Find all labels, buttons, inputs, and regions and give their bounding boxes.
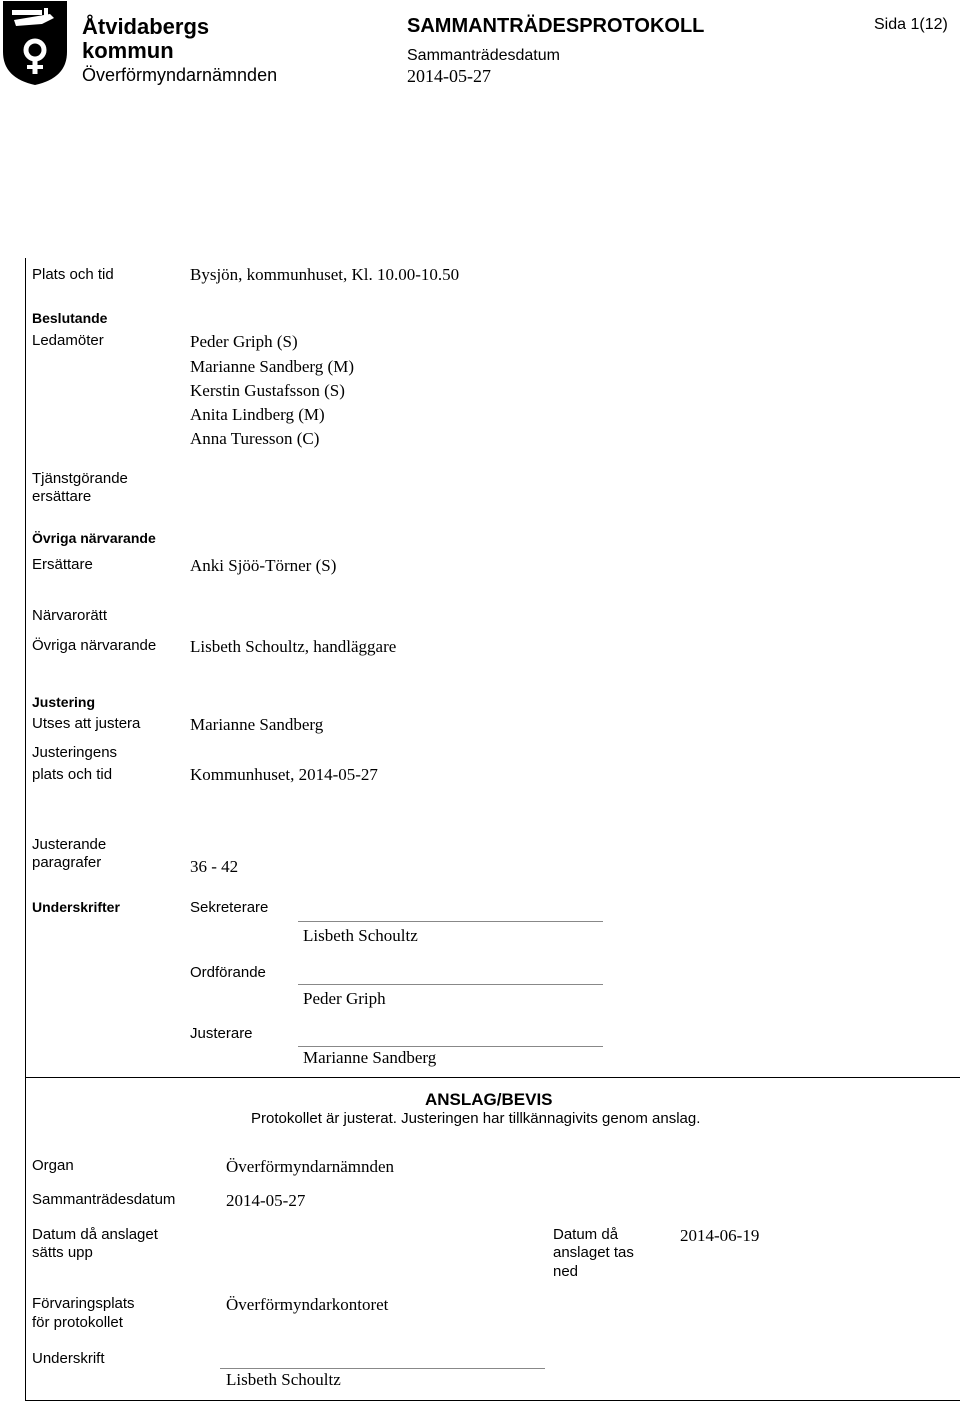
chair-name: Peder Griph <box>303 989 386 1008</box>
posted-label-line2: sätts upp <box>32 1244 93 1261</box>
notice-title: ANSLAG/BEVIS <box>425 1090 553 1109</box>
form-left-border <box>25 258 26 1401</box>
place-time-value: Bysjön, kommunhuset, Kl. 10.00-10.50 <box>190 265 460 284</box>
notice-signature-name: Lisbeth Schoultz <box>226 1370 341 1389</box>
paragraphs-value: 36 - 42 <box>190 857 239 876</box>
org-name-line2: kommun <box>82 38 174 63</box>
member-2: Marianne Sandberg (M) <box>190 357 354 376</box>
notice-top-border <box>25 1077 960 1078</box>
substitutes-value: Anki Sjöö-Törner (S) <box>190 556 337 575</box>
chair-label: Ordförande <box>190 964 266 981</box>
document-title: SAMMANTRÄDESPROTOKOLL <box>407 15 705 37</box>
notice-date-value: 2014-05-27 <box>226 1191 306 1210</box>
member-4: Anita Lindberg (M) <box>190 405 325 424</box>
appointed-label: Utses att justera <box>32 715 141 732</box>
member-3: Kerstin Gustafsson (S) <box>190 381 345 400</box>
others-present-heading: Övriga närvarande <box>32 530 156 546</box>
right-to-attend-label: Närvarorätt <box>32 607 108 624</box>
removed-label-line2: anslaget tas <box>553 1244 634 1261</box>
adjustment-place-label-line2: plats och tid <box>32 766 113 783</box>
adjuster-name: Marianne Sandberg <box>303 1048 437 1067</box>
member-5: Anna Turesson (C) <box>190 429 320 448</box>
organ-value: Överförmyndarnämnden <box>226 1157 395 1176</box>
storage-value: Överförmyndarkontoret <box>226 1295 389 1314</box>
removed-date-value: 2014-06-19 <box>680 1226 760 1245</box>
organ-label: Organ <box>32 1157 74 1174</box>
meeting-date: 2014-05-27 <box>407 66 491 86</box>
secretary-name: Lisbeth Schoultz <box>303 926 418 945</box>
storage-label-line1: Förvaringsplats <box>32 1295 135 1312</box>
org-name-line1: Åtvidabergs <box>82 14 210 39</box>
signatures-heading: Underskrifter <box>32 899 120 915</box>
department-name: Överförmyndarnämnden <box>82 65 278 85</box>
chair-signature-line <box>298 984 603 985</box>
serving-substitutes-label-line2: ersättare <box>32 488 92 505</box>
page-number: Sida 1(12) <box>874 16 948 33</box>
serving-substitutes-label-line1: Tjänstgörande <box>32 470 128 487</box>
adjuster-label: Justerare <box>190 1025 253 1042</box>
removed-label-line3: ned <box>553 1263 579 1280</box>
place-time-label: Plats och tid <box>32 266 114 283</box>
notice-subtitle: Protokollet är justerat. Justeringen har tillkännagivits genom anslag. <box>251 1110 701 1127</box>
substitutes-label: Ersättare <box>32 556 93 573</box>
paragraphs-label-line2: paragrafer <box>32 854 102 871</box>
decision-makers-heading: Beslutande <box>32 310 108 326</box>
other-present-value: Lisbeth Schoultz, handläggare <box>190 637 397 656</box>
signature-label: Underskrift <box>32 1350 105 1367</box>
paragraphs-label-line1: Justerande <box>32 836 107 853</box>
posted-label-line1: Datum då anslaget <box>32 1226 158 1243</box>
adjuster-signature-line <box>298 1046 603 1047</box>
member-1: Peder Griph (S) <box>190 332 298 351</box>
secretary-signature-line <box>298 921 603 922</box>
notice-bottom-border <box>25 1400 960 1401</box>
members-label: Ledamöter <box>32 332 104 349</box>
adjustment-place-label-line1: Justeringens <box>32 744 118 761</box>
removed-label-line1: Datum då <box>553 1226 619 1243</box>
notice-date-label: Sammanträdesdatum <box>32 1191 176 1208</box>
storage-label-line2: för protokollet <box>32 1314 123 1331</box>
adjustment-place-value: Kommunhuset, 2014-05-27 <box>190 765 378 784</box>
municipality-coat-of-arms-icon <box>2 0 68 86</box>
other-present-label: Övriga närvarande <box>32 637 157 654</box>
notice-signature-line <box>220 1368 545 1369</box>
meeting-date-label: Sammanträdesdatum <box>407 47 560 64</box>
appointed-value: Marianne Sandberg <box>190 715 324 734</box>
secretary-label: Sekreterare <box>190 899 269 916</box>
adjustment-heading: Justering <box>32 694 96 710</box>
